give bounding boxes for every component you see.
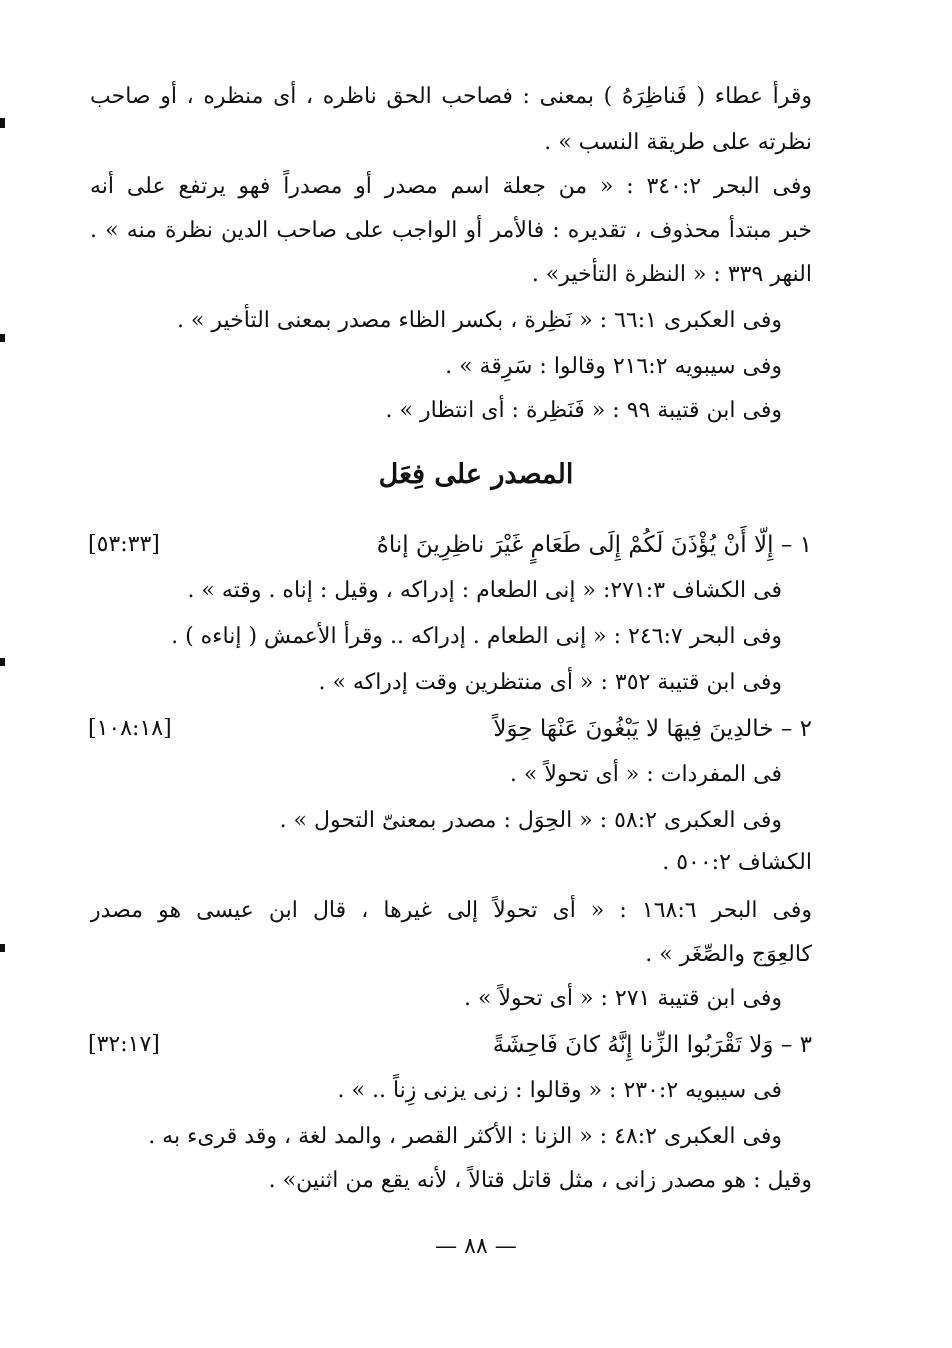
text-line: فى الكشاف ٢٧١:٣: « إنى الطعام : إدراكه ، وقيل : إناه . وقته » . bbox=[187, 578, 782, 603]
quran-verse-2: ٢ – خالدِينَ فِيهَا لا يَبْغُونَ عَنْهَا حِوَلاً bbox=[493, 716, 812, 742]
text-line: وفى العكبرى ٥٨:٢ : « الحِوَل : مصدر بمعنىّ التحول » . bbox=[279, 808, 782, 833]
text-line: وفى ابن قتيبة ٣٥٢ : « أى منتظرين وقت إدراكه » . bbox=[318, 670, 782, 695]
verse-reference: [٣٢:١٧] bbox=[88, 1032, 160, 1057]
page-number: — ٨٨ — bbox=[435, 1234, 517, 1259]
text-line: نظرته على طريقة النسب » . bbox=[544, 130, 812, 155]
text-line: وفى البحر ٣٤٠:٢ : « من جعلة اسم مصدر أو مصدراً فهو يرتفع على أنه bbox=[90, 174, 812, 199]
text-line: وفى ابن قتيبة ٩٩ : « فَنَظِرة : أى انتظار » . bbox=[385, 398, 782, 423]
scan-edge-mark bbox=[0, 944, 5, 952]
text-line: النهر ٣٣٩ : « النظرة التأخير» . bbox=[531, 262, 812, 287]
scan-edge-mark bbox=[0, 118, 5, 128]
scan-edge-mark bbox=[0, 334, 5, 342]
verse-reference: [١٠٨:١٨] bbox=[88, 716, 172, 741]
text-line: وفى ابن قتيبة ٢٧١ : « أى تحولاً » . bbox=[464, 986, 782, 1011]
quran-verse-1: ١ – إِلّا أَنْ يُؤْذَنَ لَكُمْ إِلَى طَعَامٍ غَيْرَ ناظِرِينَ إناهُ bbox=[376, 532, 812, 558]
text-line: وفى سيبويه ٢١٦:٢ وقالوا : سَرِقة » . bbox=[445, 354, 782, 379]
text-line: وقرأ عطاء ( فَناظِرَهُ ) بمعنى : فصاحب الحق ناظره ، أى منظره ، أو صاحب bbox=[90, 84, 812, 109]
text-line: خبر مبتدأ محذوف ، تقديره : فالأمر أو الواجب على صاحب الدين نظرة منه » . bbox=[90, 218, 812, 243]
quran-verse-3: ٣ – وَلا تَقْرَبُوا الزِّنا إِنَّهُ كانَ فَاحِشَةً bbox=[492, 1032, 812, 1058]
text-line: كالعِوَج والصِّغَر » . bbox=[645, 942, 812, 967]
text-line: فى المفردات : « أى تحولاً » . bbox=[509, 762, 782, 787]
section-heading: المصدر على فِعَل bbox=[378, 459, 574, 490]
text-line: وفى العكبرى ٤٨:٢ : « الزنا : الأكثر القصر ، والمد لغة ، وقد قرىء به . bbox=[148, 1124, 782, 1149]
text-line: الكشاف ٥٠٠:٢ . bbox=[662, 850, 812, 875]
text-line: وفى البحر ٢٤٦:٧ : « إنى الطعام . إدراكه .. وقرأ الأعمش ( إناءه ) . bbox=[171, 624, 782, 649]
text-line: وفى البحر ١٦٨:٦ : « أى تحولاً إلى غيرها ، قال ابن عيسى هو مصدر bbox=[90, 898, 812, 923]
verse-reference: [٥٣:٣٣] bbox=[88, 532, 160, 557]
text-line: وقيل : هو مصدر زانى ، مثل قاتل قتالاً ، لأنه يقع من اثنين» . bbox=[268, 1168, 812, 1193]
text-line: وفى العكبرى ٦٦:١ : « نَظِرة ، بكسر الظاء مصدر بمعنى التأخير » . bbox=[176, 308, 782, 333]
text-line: فى سيبويه ٢٣٠:٢ : « وقالوا : زنى يزنى زِناً .. » . bbox=[337, 1078, 782, 1103]
scan-edge-mark bbox=[0, 658, 5, 666]
